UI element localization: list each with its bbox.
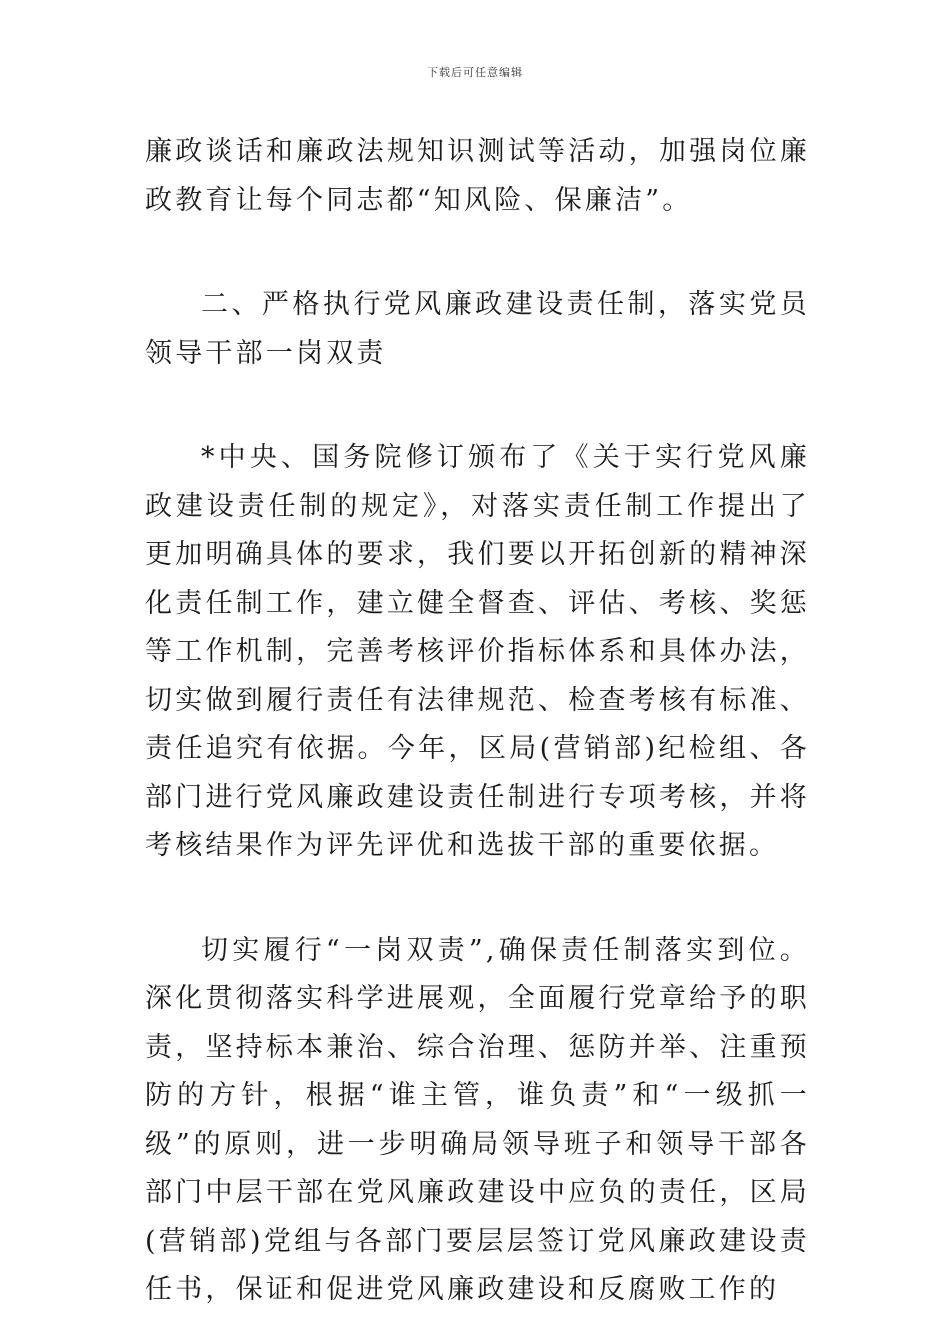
section-heading: 二、严格执行党风廉政建设责任制，落实党员领导干部一岗双责 — [145, 289, 810, 369]
paragraph-responsibility: 切实履行“一岗双责”,确保责任制落实到位。深化贯彻落实科学进展观，全面履行党章给予的职责，坚持标本兼治、综合治理、惩防并举、注重预防的方针，根据“谁主管，谁负责”和“一级抓一级”的原则，进一步明确局领导班子和领导干部各部门中层干部在党风廉政建设中应负的责任，区局(营销部)党组与各部门要层层签订党风廉政建设责任书，保证和促进党风廉政建设和反腐败工作的 — [145, 934, 810, 1305]
paragraph-continuation: 廉政谈话和廉政法规知识测试等活动，加强岗位廉政教育让每个同志都“知风险、保廉洁”。 — [145, 136, 810, 216]
paragraph-gap — [145, 378, 810, 434]
paragraph-gap — [145, 871, 810, 927]
document-body — [145, 128, 810, 1315]
page-header: 下载后可任意编辑 — [427, 66, 523, 79]
paragraph-regulation: *中央、国务院修订颁布了《关于实行党风廉政建设责任制的规定》，对落实责任制工作提出了更加明确具体的要求，我们要以开拓创新的精神深化责任制工作，建立健全督查、评估、考核、奖惩等工作机制，完善考核评价指标体系和具体办法，切实做到履行责任有法律规范、检查考核有标准、责任追究有依据。今年，区局(营销部)纪检组、各部门进行党风廉政建设责任制进行专项考核，并将考核结果作为评先评优和选拔干部的重要依据。 — [145, 442, 810, 861]
paragraph-gap — [145, 225, 810, 281]
